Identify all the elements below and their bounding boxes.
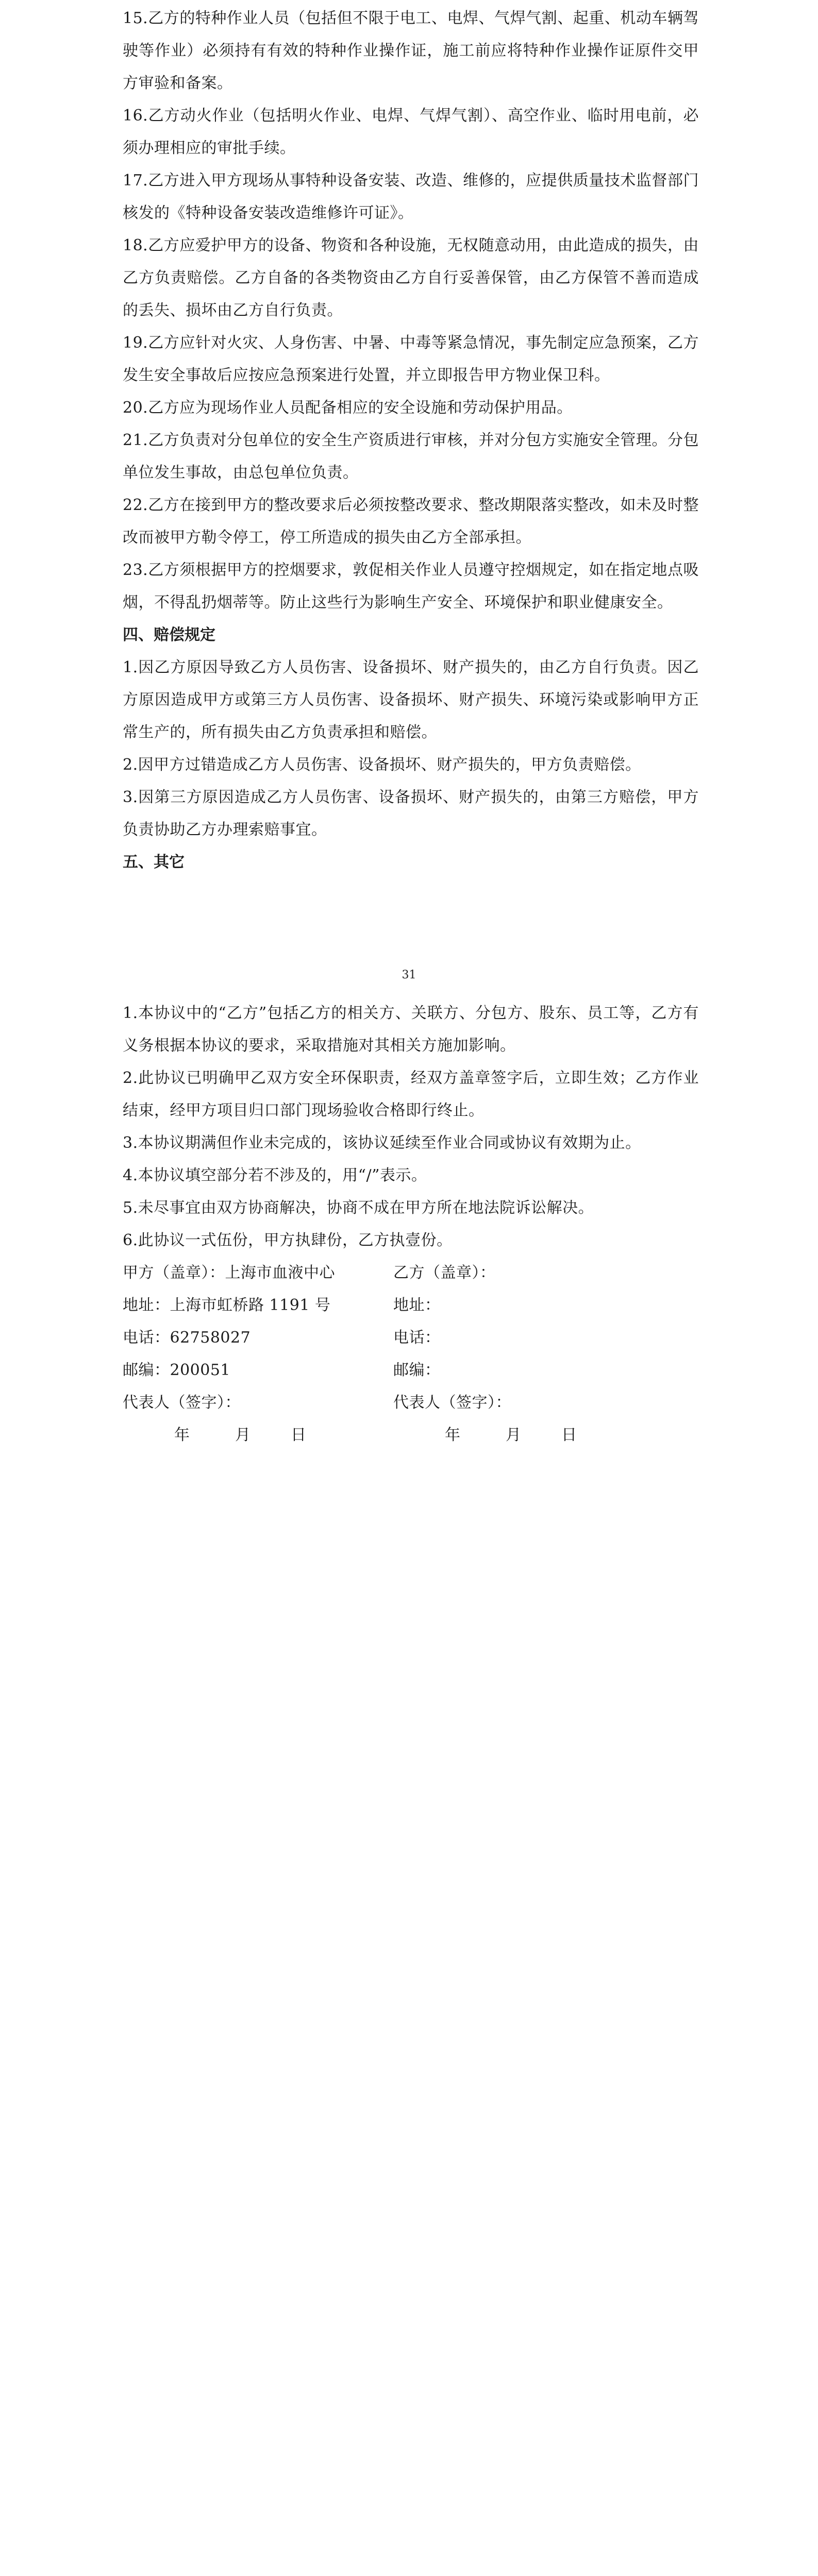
other-clause-4: 4.本协议填空部分若不涉及的，用“/”表示。	[123, 1166, 427, 1184]
clause-19: 19.乙方应针对火灾、人身伤害、中暑、中毒等紧急情况，事先制定应急预案，乙方发生安全事故后应按应急预案进行处置，并立即报告甲方物业保卫科。	[123, 334, 699, 384]
clause-18: 18.乙方应爱护甲方的设备、物资和各种设施，无权随意动用，由此造成的损失，由乙方负责赔偿。乙方自备的各类物资由乙方自行妥善保管，由乙方保管不善而造成的丢失、损坏由乙方自行负责。	[123, 236, 699, 319]
clause-20: 20.乙方应为现场作业人员配备相应的安全设施和劳动保护用品。	[123, 399, 573, 417]
clause-17: 17.乙方进入甲方现场从事特种设备安装、改造、维修的，应提供质量技术监督部门核发的《特种设备安装改造维修许可证》。	[123, 172, 699, 222]
clause-21: 21.乙方负责对分包单位的安全生产资质进行审核，并对分包方实施安全管理。分包单位发生事故，由总包单位负责。	[123, 431, 699, 482]
party-a-seal: 甲方（盖章）：上海市血液中心	[123, 1264, 335, 1282]
page-31-body	[123, 2, 699, 878]
clause-23: 23.乙方须根据甲方的控烟要求，敦促相关作业人员遵守控烟规定，如在指定地点吸烟，不得乱扔烟蒂等。防止这些行为影响生产安全、环境保护和职业健康安全。	[123, 561, 699, 612]
other-clause-2: 2.此协议已明确甲乙双方安全环保职责，经双方盖章签字后，立即生效；乙方作业结束，经甲方项目归口部门现场验收合格即行终止。	[123, 1069, 699, 1120]
party-a-postcode: 邮编：200051	[123, 1361, 231, 1379]
party-b-postcode: 邮编：	[393, 1361, 441, 1379]
document-page-31	[0, 0, 818, 979]
party-b-phone: 电话：	[393, 1329, 441, 1347]
party-a-date	[123, 1419, 393, 1451]
signature-postcode-row	[123, 1354, 699, 1386]
section-4-heading: 四、赔偿规定	[123, 626, 215, 644]
signature-address-row	[123, 1289, 699, 1321]
signature-seal-row	[123, 1257, 699, 1289]
party-b-seal: 乙方（盖章）：	[393, 1264, 496, 1282]
compensation-clause-2: 2.因甲方过错造成乙方人员伤害、设备损坏、财产损失的，甲方负责赔偿。	[123, 756, 641, 774]
document-page-32	[0, 981, 818, 2051]
party-a-address: 地址：上海市虹桥路 1191 号	[123, 1296, 331, 1314]
other-clause-6: 6.此协议一式伍份，甲方执肆份，乙方执壹份。	[123, 1231, 453, 1249]
section-5-heading: 五、其它	[123, 853, 185, 871]
party-b-date-year: 年	[445, 1426, 460, 1444]
page-number: 31	[402, 969, 416, 981]
party-a-representative: 代表人（签字）：	[123, 1394, 241, 1412]
party-b-date	[393, 1419, 664, 1451]
compensation-clause-1: 1.因乙方原因导致乙方人员伤害、设备损坏、财产损失的，由乙方自行负责。因乙方原因造成甲方或第三方人员伤害、设备损坏、财产损失、环境污染或影响甲方正常生产的，所有损失由乙方负责承担和赔偿。	[123, 658, 699, 741]
clause-22: 22.乙方在接到甲方的整改要求后必须按整改要求、整改期限落实整改，如未及时整改而被甲方勒令停工，停工所造成的损失由乙方全部承担。	[123, 496, 699, 547]
party-a-date-month: 月	[235, 1426, 251, 1444]
other-clause-5: 5.未尽事宜由双方协商解决，协商不成在甲方所在地法院诉讼解决。	[123, 1199, 594, 1217]
signature-phone-row	[123, 1321, 699, 1354]
party-a-phone: 电话：62758027	[123, 1329, 251, 1347]
page-32-body	[123, 997, 699, 1451]
party-a-date-day: 日	[291, 1426, 306, 1444]
compensation-clause-3: 3.因第三方原因造成乙方人员伤害、设备损坏、财产损失的，由第三方赔偿，甲方负责协助乙方办理索赔事宜。	[123, 788, 699, 839]
clause-15: 15.乙方的特种作业人员（包括但不限于电工、电焊、气焊气割、起重、机动车辆驾驶等作业）必须持有有效的特种作业操作证，施工前应将特种作业操作证原件交甲方审验和备案。	[123, 9, 699, 92]
other-clause-1: 1.本协议中的“乙方”包括乙方的相关方、关联方、分包方、股东、员工等，乙方有义务根据本协议的要求，采取措施对其相关方施加影响。	[123, 1004, 699, 1055]
signature-representative-row	[123, 1386, 699, 1419]
party-b-address: 地址：	[393, 1296, 441, 1314]
party-b-representative: 代表人（签字）：	[393, 1394, 511, 1412]
signature-date-row	[123, 1419, 699, 1451]
party-a-date-year: 年	[174, 1426, 190, 1444]
clause-16: 16.乙方动火作业（包括明火作业、电焊、气焊气割）、高空作业、临时用电前，必须办理相应的审批手续。	[123, 107, 699, 157]
other-clause-3: 3.本协议期满但作业未完成的，该协议延续至作业合同或协议有效期为止。	[123, 1134, 641, 1152]
party-b-date-day: 日	[561, 1426, 577, 1444]
party-b-date-month: 月	[506, 1426, 521, 1444]
